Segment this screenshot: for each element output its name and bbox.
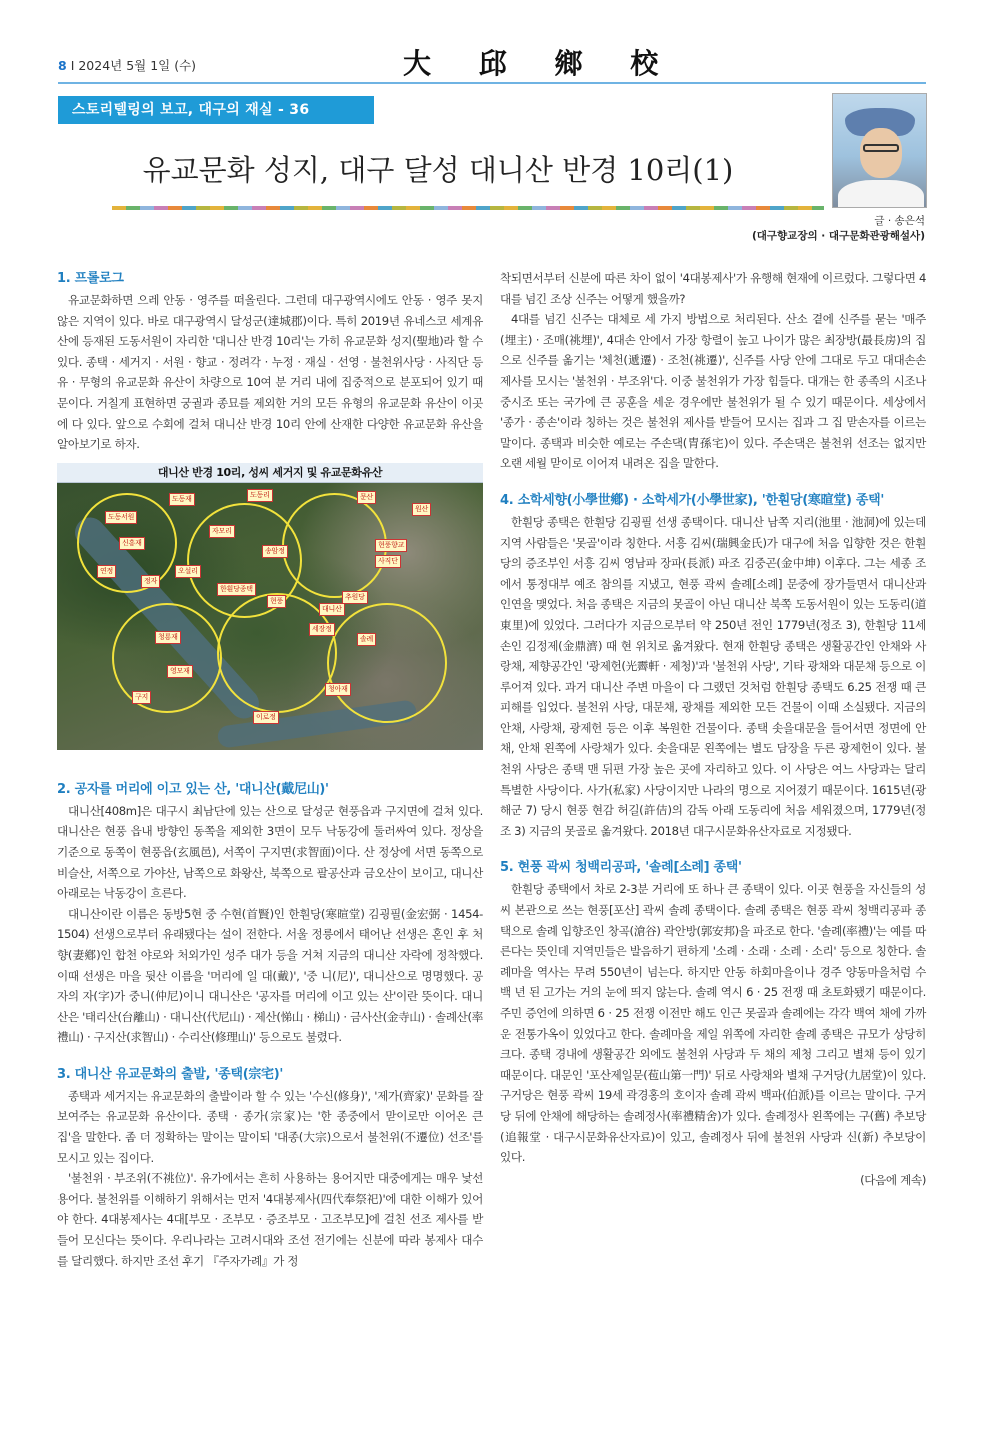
section-3-paragraph-3: 4대를 넘긴 신주는 대체로 세 가지 방법으로 처리된다. 산소 곁에 신주를 묻는 '매주(埋主) · 조매(祧埋)', 4대손 안에서 가장 항렬이 높고 나이가 많은 최장방(最長房)의 집으로 신주를 옮기는 '체천(遞遷) · 조천(祧遷)', 신주를 사당 안에 그대로 두고 대대손손 제사를 모시는 '불천위 · 부조위'다. 이중 불천위가 가장 힘들다. 대개는 한 종족의 시조나 중시조 또는 국가에 큰 공훈을 세운 경우에만 불천위가 될 수 있기 때문이다. 세상에서 '종가 · 종손'이라 칭하는 것은 불천위 제사를 받들어 모시는 집과 그 집 맏손자를 이르는 말이다. 종택과 비슷한 예로는 주손댁(胄孫宅)이 있다. 주손댁은 불천위 선조는 없지만 오랜 세월 맏이로 이어져 내려온 집을 말한다. [500,312,926,471]
map-label: 도동재 [169,493,195,506]
header-rule [58,82,926,84]
page-number: 8 [58,58,67,73]
map-label: 사직단 [375,555,401,568]
byline-author: 글 · 송은석 [874,215,925,227]
map-label: 송암정 [262,545,288,558]
section-2-paragraph-1: 대니산[408m]은 대구시 최남단에 있는 산으로 달성군 현풍읍과 구지면에 걸쳐 있다. 대니산은 현풍 읍내 방향인 동쪽을 제외한 3면이 모두 낙동강에 둘러싸여 있다. 정상을 기준으로 동쪽이 현풍읍(玄風邑), 서쪽이 구지면(求智面)이다. 산 정상에 서면 동쪽으로 비슬산, 서쪽으로 가야산, 남쪽으로 화왕산, 북쪽으로 팔공산과 금오산이 보이고, 대니산 아래로는 낙동강이 흐른다. [57,803,483,901]
author-photo [832,93,927,208]
map-label: 도동리 [247,489,273,502]
masthead: 大 邱 鄉 校 [403,47,678,80]
map-label: 원산 [412,503,431,516]
map-label: 자모리 [209,525,235,538]
section-3-paragraph-1: 종택과 세거지는 유교문화의 출발이라 할 수 있는 '수신(修身)', '제가(齊家)' 문화를 잘 보여주는 유교문화 유산이다. 종택 · 종가(宗家)는 '한 종중에서 맏이로만 이어온 큰 집'을 말한다. 좀 더 정확하는 말이는 말이되 '대종(大宗)으로서 불천위(不遷位) 선조'를 모시고 있는 집이다. [57,1088,483,1165]
map-label: 한훤당종택 [217,583,256,596]
continued-note: (다음에 계속) [860,1172,926,1187]
section-5-paragraph: 한훤당 종택에서 차로 2-3분 거리에 또 하나 큰 종택이 있다. 이곳 현풍을 자신들의 성씨 본관으로 쓰는 현풍[포산] 곽씨 솔례 종택이다. 솔례 종택은 현풍 곽씨 청백리공파 종택으로 솔례 입향조인 창곡(滄谷) 곽안방(郭安邦)을 파조로 한다. '솔례(率禮)'는 예를 따른다는 뜻인데 지역민들은 발음하기 편하게 '소례 · 소래 · 소레 · 소리' 등으로 칭한다. 솔례마을 역사는 무려 550년이 넘는다. 하지만 안동 하회마을이나 경주 양동마을처럼 수백 년 된 고가는 거의 눈에 띄지 않는다. 솔례 역시 6 · 25 전쟁 때 초토화됐기 때문이다. 주민 증언에 의하면 6 · 25 전쟁 이전만 해도 인근 못골과 솔례에는 각각 백여 채에 가까운 전통가옥이 있었다고 한다. 솔례마을 제일 위쪽에 자리한 솔례 종택은 규모가 상당히 크다. 종택 경내에 생활공간 외에도 불천위 사당과 두 채의 제청 그리고 별채 등이 있기 때문이다. 대문인 '포산제일문(苞山第一門)' 뒤로 사랑채와 별채 구거당(九居堂)이 있다. 구거당은 현풍 곽씨 19세 곽경홍의 호이자 솔례 곽씨 백파(伯派)를 이르는 말이다. 구거당 뒤에 안채에 해당하는 솔례정사(率禮精舍)가 있다. 솔례정사 왼쪽에는 구(舊) 추보당(追報堂 · 대구시문화유산자료)이 있고, 솔례정사 뒤에 불천위 사당과 신(新) 추보당이 있다. [500,882,926,1165]
page-header [58,47,926,84]
map-label: 추원당 [342,591,368,604]
map-label: 청룡재 [155,631,181,644]
byline-role: (대구향교장의 · 대구문화관광해설사) [751,230,925,242]
page-number-date [58,56,196,74]
series-label: 스토리텔링의 보고, 대구의 재실 - 36 [58,96,374,124]
map-label: 오설리 [175,565,201,578]
section-2-heading: 2. 공자를 머리에 이고 있는 산, '대니산(戴尼山)' [57,781,329,797]
left-column [57,268,483,1271]
right-column [500,268,926,1190]
map-caption: 대니산 반경 10리, 성씨 세거지 및 유교문화유산 [57,463,483,483]
map-label: 정자 [141,575,160,588]
map-label: 도동서원 [105,511,137,524]
header-separator: I [70,58,79,73]
byline [752,214,925,244]
section-2-paragraph-2: 대니산이란 이름은 동방5현 중 수현(首賢)인 한훤당(寒暄堂) 김굉필(金宏弼 · 1454-1504) 선생으로부터 유래됐다는 설이 전한다. 서울 정릉에서 태어난 선생은 혼인 후 처향(妻鄕)인 합천 야로와 처외가인 성주 대가 등을 거쳐 지금의 대니산 자락에 정착했다. 이때 선생은 마을 뒷산 이름을 '머리에 일 대(戴)', '중 니(尼)', 대니산으로 명명했다. 공자의 자(字)가 중니(仲尼)이니 대니산은 '공자를 머리에 이고 있는 산'이란 뜻이다. 대니산은 '태리산(台離山) · 대니산(代尼山) · 제산(悌山 · 梯山) · 금사산(金寺山) · 솔례산(率禮山) · 구지산(求智山) · 수리산(修理山)' 등으로도 불렸다. [57,906,483,1045]
article-title: 유교문화 성지, 대구 달성 대니산 반경 10리(1) [142,153,734,187]
section-3-paragraph-2: '불천위 · 부조위(不祧位)'. 유가에서는 흔히 사용하는 용어지만 대중에게는 매우 낯선 용어다. 불천위를 이해하기 위해서는 먼저 '4대봉제사(四代奉祭祀)'에 대한 이해가 있어야 한다. 4대봉제사는 4대[부모 · 조부모 · 증조부모 · 고조부모]에 걸친 선조 제사를 받들어 모신다는 뜻이다. 우리나라는 고려시대와 조선 전기에는 신분에 따라 봉제사 대수를 달리했다. 하지만 조선 후기 『주자가례』가 정 [57,1171,483,1268]
section-3-heading: 3. 대니산 유교문화의 출발, '종택(宗宅)' [57,1066,284,1082]
map-label: 청아재 [325,683,351,696]
map-label: 세장정 [309,623,335,636]
section-1-heading: 1. 프롤로그 [57,271,124,286]
map-label: 현풍 [267,595,286,608]
section-4-heading: 4. 소학세향(小學世鄕) · 소학세가(小學世家), '한훤당(寒暄堂) 종택' [500,492,885,508]
satellite-image [57,483,483,750]
map-label: 솔례 [357,633,376,646]
map-label: 이로정 [253,711,279,724]
map-label: 신흥재 [119,537,145,550]
map-label: 구지 [132,691,151,704]
section-3-continuation: 착되면서부터 신분에 따른 차이 없이 '4대봉제사'가 유행해 현재에 이르렀다. 그렇다면 4대를 넘긴 조상 신주는 어떻게 했을까? [500,271,926,306]
map-label: 현풍향교 [375,539,407,552]
issue-date: 2024년 5월 1일 (수) [78,58,197,73]
map-label: 영모재 [167,665,193,678]
title-divider [112,206,824,210]
section-5-heading: 5. 현풍 곽씨 청백리공파, '솔례[소례] 종택' [500,860,742,876]
section-1-paragraph: 유교문화하면 으레 안동 · 영주를 떠올린다. 그런데 대구광역시에도 안동 · 영주 못지않은 지역이 있다. 바로 대구광역시 달성군(達城郡)이다. 특히 2019년 유네스코 세계유산에 등재된 도동서원이 자리한 '대니산 반경 10리'는 가히 유교문화 성지(聖地)라 할 수 있다. 종택 · 세거지 · 서원 · 향교 · 정려각 · 누정 · 재실 · 선영 · 불천위사당 · 사직단 등 유 · 무형의 유교문화 유산이 차량으로 10여 분 거리 내에 집중적으로 분포되어 있기 때문이다. 거칠게 표현하면 궁궐과 종묘를 제외한 거의 모든 유형의 유교문화 유산이 이곳에 다 있다. 앞으로 수회에 걸쳐 대니산 반경 10리 안에 산재한 다양한 유교문화 유산을 알아보기로 하자. [57,293,483,452]
map-label: 연정 [97,565,116,578]
section-4-paragraph: 한훤당 종택은 한훤당 김굉필 선생 종택이다. 대니산 남쪽 지리(池里 · 池洞)에 있는데 지역 사람들은 '못골'이라 칭한다. 서흥 김씨(瑞興金氏)가 대구에 처음 입향한 것은 한훤당의 증조부인 서흥 김씨 영남파 장파(長派) 파조 김중곤(金中坤) 이후다. 그는 세종 조에서 통정대부 예조 참의를 지냈고, 현풍 곽씨 솔례[소례] 문중에 장가들면서 대니산과 인연을 맺었다. 처음 종택은 지금의 못골이 아닌 대니산 북쪽 도동서원이 있는 도동리(道東里)에 있었다. 그러다가 지금으로부터 약 250년 전인 1779년(정조 3), 한훤당 11세손인 김정제(金鼎濟) 때 현 위치로 옮겨왔다. 현재 한훤당 종택은 생활공간인 안채와 사랑채, 제향공간인 '광제헌(光霽軒 · 제청)'과 '불천위 사당', 기타 광채와 대문채 등으로 이루어져 있다. 과거 대니산 주변 마을이 다 그랬던 것처럼 한훤당 종택도 6.25 전쟁 때 큰 피해를 입었다. 불천위 사당, 대문채, 광채를 제외한 모든 건물이 이때 소실됐다. 지금의 안채, 사랑채, 광제헌 등은 이후 복원한 건물이다. 종택 솟을대문을 들어서면 정면에 안채, 안채 왼쪽에 사랑채가 있다. 솟을대문 왼쪽에는 별도 담장을 두른 광제헌이 있다. 불천위 사당은 종택 맨 뒤편 가장 높은 곳에 자리하고 있다. 이 사당은 여느 사당과는 달리 특별한 사당이다. 사가(私家) 사당이지만 나라의 명으로 지어졌기 때문이다. 1615년(광해군 7) 당시 현풍 현감 허길(許佶)의 감독 아래 도동리에 처음 세워졌으며, 1779년(정조 3) 지금의 못골로 옮겨왔다. 2018년 대구시문화유산자료로 지정됐다. [500,514,926,838]
heritage-map [57,463,483,763]
map-label: 대니산 [319,603,345,616]
map-label: 문산 [357,491,376,504]
